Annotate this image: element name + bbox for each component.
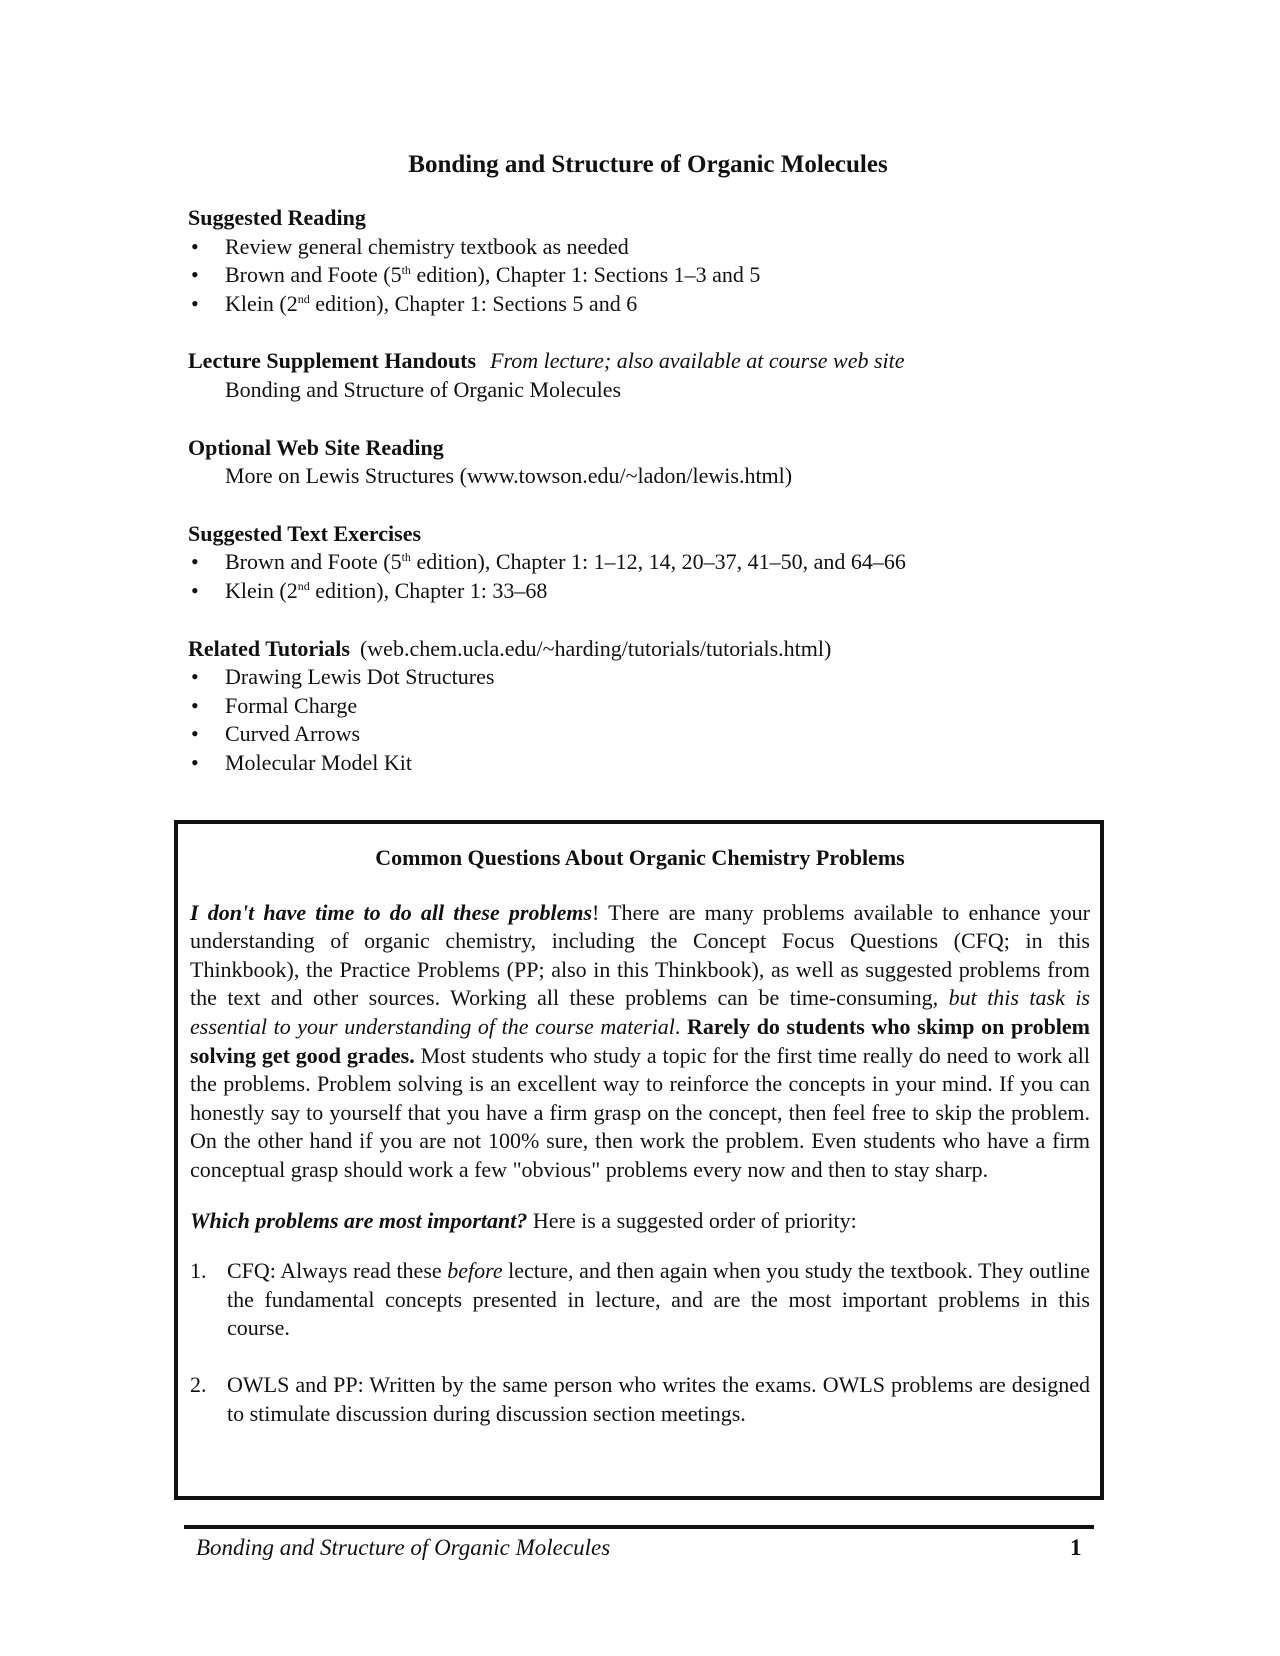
list-item <box>188 749 1108 778</box>
paragraph-text: . <box>674 1013 687 1039</box>
list-item-text: edition), Chapter 1: 1–12, 14, 20–37, 41–50, and 64–66 <box>410 549 906 575</box>
list-item <box>188 290 1108 319</box>
footer-rule <box>184 1525 1094 1529</box>
list-item-text: edition), Chapter 1: Sections 5 and 6 <box>309 290 638 316</box>
list-item-text: CFQ: Always read these <box>227 1258 448 1284</box>
paragraph-text: Here is a suggested order of priority: <box>527 1207 857 1233</box>
bullet-icon: • <box>191 721 199 747</box>
list-item <box>188 663 1108 692</box>
paragraph-strong: Rarely do students who skimp on problem solving get good grades. <box>190 1013 1091 1068</box>
list-number: 1. <box>190 1258 207 1284</box>
paragraph-text: ! <box>592 899 600 925</box>
footer-title: Bonding and Structure of Organic Molecules <box>196 1535 611 1560</box>
box-title: Common Questions About Organic Chemistry Problems <box>375 845 905 870</box>
suggested-reading-section <box>188 204 1108 318</box>
superscript: nd <box>297 291 310 306</box>
box-paragraph-2 <box>190 1207 1090 1236</box>
optional-web-section <box>188 434 1108 491</box>
superscript: th <box>401 550 411 565</box>
list-item-text: Curved Arrows <box>225 721 361 747</box>
text-exercises-heading: Suggested Text Exercises <box>188 520 422 546</box>
bullet-icon: • <box>191 290 199 316</box>
paragraph-emphasis: but this task is essential to your understanding of the course material <box>190 985 1090 1039</box>
list-item <box>188 233 1108 262</box>
list-item-text: Formal Charge <box>225 692 358 718</box>
related-tutorials-section <box>188 635 1108 778</box>
superscript: th <box>401 263 411 278</box>
list-item <box>190 1257 1090 1343</box>
list-item-text: edition), Chapter 1: Sections 1–3 and 5 <box>410 262 761 288</box>
bullet-icon: • <box>191 577 199 603</box>
bullet-icon: • <box>191 664 199 690</box>
related-tutorials-heading: Related Tutorials <box>188 635 350 661</box>
priority-list <box>190 1257 1090 1428</box>
list-item <box>188 692 1108 721</box>
lecture-supplement-section <box>188 347 1108 404</box>
optional-web-heading: Optional Web Site Reading <box>188 434 444 460</box>
paragraph-lead: Which problems are most important? <box>190 1207 528 1233</box>
list-item-text: OWLS and PP: Written by the same person who writes the exams. OWLS problems are designed to stimulate discussion during discussion section meetings. <box>227 1371 1090 1426</box>
bullet-icon: • <box>191 549 199 575</box>
list-item-text: lecture, and then again when you study the textbook. They outline the fundamental concepts presented in lecture, and are the most important problems in this course. <box>227 1258 1091 1341</box>
paragraph-lead: I don't have time to do all these problems <box>190 899 593 925</box>
list-item-text: Klein (2 <box>225 577 298 603</box>
list-item-text: Brown and Foote (5 <box>225 549 402 575</box>
list-item-text: Drawing Lewis Dot Structures <box>225 664 495 690</box>
list-item-text: Brown and Foote (5 <box>225 262 402 288</box>
lecture-supplement-heading: Lecture Supplement Handouts <box>188 348 477 374</box>
list-item-text: edition), Chapter 1: 33–68 <box>309 577 548 603</box>
list-item-emphasis: before <box>447 1258 503 1284</box>
lecture-supplement-item: Bonding and Structure of Organic Molecules <box>225 376 622 402</box>
common-questions-box <box>174 820 1104 1500</box>
page-title: Bonding and Structure of Organic Molecules <box>408 151 888 178</box>
superscript: nd <box>297 578 310 593</box>
box-paragraph-1 <box>190 899 1090 1185</box>
optional-web-item: More on Lewis Structures (www.towson.edu/~ladon/lewis.html) <box>225 463 793 489</box>
text-exercises-section <box>188 520 1108 606</box>
list-item <box>188 720 1108 749</box>
suggested-reading-list <box>188 233 1108 319</box>
bullet-icon: • <box>191 262 199 288</box>
suggested-reading-heading: Suggested Reading <box>188 205 366 230</box>
bullet-icon: • <box>191 749 199 775</box>
list-item-text: Klein (2 <box>225 290 298 316</box>
list-item <box>188 577 1108 606</box>
content-column <box>188 148 1108 778</box>
bullet-icon: • <box>191 233 199 259</box>
related-tutorials-url: (web.chem.ucla.edu/~harding/tutorials/tutorials.html) <box>359 635 832 661</box>
list-item <box>190 1371 1090 1428</box>
lecture-supplement-note: From lecture; also available at course web site <box>490 348 905 374</box>
bullet-icon: • <box>191 692 199 718</box>
paragraph-text: Most students who study a topic for the first time really do need to work all the problems. Problem solving is an excellent way to reinforce the concepts in your mind. If you can honestly say to yourself that you have a firm grasp on the concept, then feel free to skip the problem. On the other hand if you are not 100% sure, then work the problem. Even students who have a firm conceptual grasp should work a few "obvious" problems every now and then to stay sharp. <box>190 1042 1090 1182</box>
related-tutorials-list <box>188 663 1108 777</box>
list-item-text: Molecular Model Kit <box>225 749 412 775</box>
list-item <box>188 548 1108 577</box>
list-item <box>188 261 1108 290</box>
paragraph-text: There are many problems available to enhance your understanding of organic chemistry, including the Concept Focus Questions (CFQ; in this Thinkbook), the Practice Problems (PP; also in this Thinkbook), as well as suggested problems from the text and other sources. Working all these problems can be time-consuming, <box>190 899 1090 1011</box>
page-number: 1 <box>1070 1535 1082 1560</box>
list-item-text: Review general chemistry textbook as needed <box>225 233 629 259</box>
text-exercises-list <box>188 548 1108 605</box>
list-number: 2. <box>190 1371 207 1397</box>
